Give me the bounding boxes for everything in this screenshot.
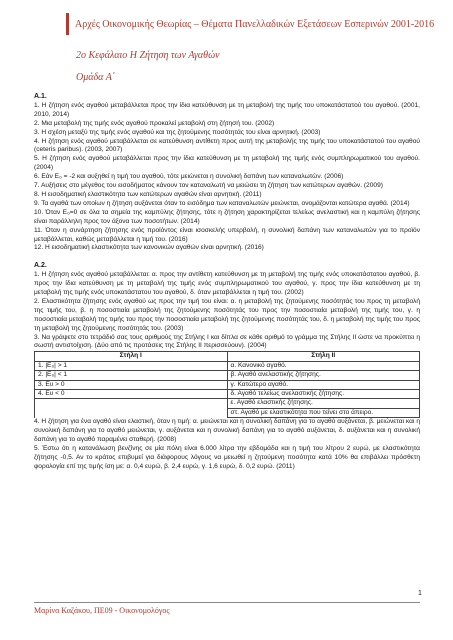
column-2-cell: α. Κανονικό αγαθό. xyxy=(227,361,420,370)
column-1-cell xyxy=(35,408,228,417)
question-item: 7. Αυξήσεις στο μέγεθος του εισοδήματος κάνουν τον καταναλωτή να μειώσει τη ζήτηση των κατώτερων αγαθών. (2009) xyxy=(34,182,383,190)
question-item: 9. Τα αγαθά των οποίων η ζήτηση αυξάνεται όταν το εισόδημα των καταναλωτών μειώνεται, ονομάζονται κατώτερα αγαθά. (2014) xyxy=(34,199,410,207)
question-item: 4. Η ζήτηση ενός αγαθού μεταβάλλεται σε κατεύθυνση αντίθετη προς αυτή της μεταβολής της τιμής του υποκατάστατού του αγαθού (ceteris paribus). (2003, 2007) xyxy=(34,137,420,154)
page-header xyxy=(66,13,434,35)
column-1-cell: 2. |Ε₀| < 1 xyxy=(35,371,228,380)
question-item: 3. Η σχέση μεταξύ της τιμής ενός αγαθού και της ζητούμενης ποσότητάς του είναι αρνητική. (2003) xyxy=(34,128,321,136)
question-item: 1. Η ζήτηση ενός αγαθού μεταβάλλεται: α. προς την αντίθετη κατεύθυνση με τη μεταβολή της τιμής ενός υποκατάστατου αγαθού, β. προς την ίδια κατεύθυνση με τη μεταβολή της τιμής ενός συμπληρωματικού του αγαθού, γ. προς την ίδια κατεύθυνση με τη μεταβολή της τιμής ενός υποκατάστατου του αγαθού, δ. όταν μεταβάλλεται η τιμή του. (2002) xyxy=(34,271,420,297)
chapter-title: 2ο Κεφάλαιο Η Ζήτηση των Αγαθών xyxy=(76,50,220,61)
question-item: 1. Η ζήτηση ενός αγαθού μεταβάλλεται προς την ίδια κατεύθυνση με τη μεταβολή της τιμής του υποκατάστατού του αγαθού. (2001, 2010, 2014) xyxy=(34,101,420,118)
section-a1-title: Α.1. xyxy=(34,93,47,100)
column-1-cell xyxy=(35,399,228,408)
column-2-cell: δ. Αγαθό τελείως ανελαστικής ζήτησης. xyxy=(227,390,420,399)
question-item: 5. Έστω ότι η κατανάλωση βενζίνης σε μία πόλη είναι 6.000 λίτρα την εβδομάδα και η τιμή του λίτρου 2 ευρώ, με ελαστικότητα ζήτησης -0,5. Αν το κράτος επιβυμεί για διάφορους λόγους να μειωθεί η ζητούμενη ποσότητα κατά 10% θα επιβάλλει πρόσθετη φορολογία επί της τιμής ίση με: α. 0,4 ευρώ, β. 2,4 ευρώ, γ. 1,6 ευρώ, δ. 0,2 ευρώ. (2011) xyxy=(34,444,420,470)
footer-divider xyxy=(34,602,420,603)
column-header-1: Στήλη Ι xyxy=(35,352,228,361)
main-content xyxy=(34,93,420,472)
question-item: 3. Να γράψετε στο τετράδιό σας τους αριθμούς της Στήλης Ι και δίπλα σε κάθε αριθμό το γράμμα της Στήλης ΙΙ ώστε να προκύπτει η σωστή αντιστοίχιση. (Δύο από τις προτάσεις της Στήλης ΙΙ περισσεύουν). (2004) xyxy=(34,333,420,350)
section-a2-items-before xyxy=(34,271,420,351)
section-a2-title: Α.2. xyxy=(34,262,47,270)
matching-table-header-row xyxy=(35,352,420,361)
matching-table xyxy=(34,351,420,418)
table-row xyxy=(35,390,420,399)
section-a1 xyxy=(34,93,420,253)
column-1-cell: 1. |Ε₀| > 1 xyxy=(35,361,228,370)
section-a2 xyxy=(34,262,420,471)
table-row xyxy=(35,361,420,370)
table-row xyxy=(35,399,420,408)
question-item: 2. Μια μεταβολή της τιμής ενός αγαθού προκαλεί μεταβολή στη ζήτησή του. (2002) xyxy=(34,119,275,127)
question-item: 4. Η ζήτηση για ένα αγαθό είναι ελαστική, όταν η τιμή: α. μειώνεται και η συνολική δαπάνη για το αγαθό αυξάνεται, β. μειώνεται και η συνολική δαπάνη για το αγαθό μειώνεται, γ. αυξάνεται και η συνολική δαπάνη για το αγαθό αυξάνεται, δ. αυξάνεται και η συνολική δαπάνη για το αγαθό παραμένει σταθερή. (2008) xyxy=(34,418,420,444)
group-title: Ομάδα Α΄ xyxy=(76,72,116,83)
question-item: 12. Η εισοδηματική ελαστικότητα των κανονικών αγαθών είναι αρνητική. (2016) xyxy=(34,244,264,252)
page-number: 1 xyxy=(418,590,422,597)
question-item: 11. Όταν η συνάρτηση ζήτησης ενός προϊόντος είναι ισοσκελής υπερβολή, η συνολική δαπάνη των καταναλωτών για το προϊόν μεταβάλλεται, καθώς μεταβάλλεται η τιμή του. (2016) xyxy=(34,226,420,243)
question-item: 2. Ελαστικότητα ζήτησης ενός αγαθού ως προς την τιμή του είναι: α. η μεταβολή της ζητούμενης ποσότητάς του προς τη μεταβολή της τιμής του, β. η ποσοστιαία μεταβολή της ζητούμενης ποσότητάς του προς την ποσοστιαία μεταβολή της τιμής του, γ. η ποσοστιαία μεταβολή της τιμής του προς την ποσοστιαία μεταβολή της ζητούμενης ποσότητάς του, δ. η μεταβολή της τιμής του προς τη μεταβολή της ζητούμενης ποσότητάς του. (2003) xyxy=(34,297,420,332)
column-2-cell: β. Αγαθό ανελαστικής ζήτησης. xyxy=(227,371,420,380)
header-title: Αρχές Οικονομικής Θεωρίας – Θέματα Πανελλαδικών Εξετάσεων Εσπερινών 2001-2016 xyxy=(75,18,435,30)
question-item: 5. Η ζήτηση ενός αγαθού μεταβάλλεται προς την ίδια κατεύθυνση με τη μεταβολή της τιμής ενός συμπληρωματικού του αγαθού. (2004) xyxy=(34,155,420,172)
column-header-2: Στήλη ΙΙ xyxy=(227,352,420,361)
column-1-cell: 4. Ευ < 0 xyxy=(35,390,228,399)
section-a2-items-after xyxy=(34,418,420,471)
column-1-cell: 3. Ευ > 0 xyxy=(35,380,228,389)
question-item: 8. Η εισοδηματική ελαστικότητα των κατώτερων αγαθών είναι αρνητική. (2011) xyxy=(34,190,262,198)
question-item: 10. Όταν Ε₀=0 σε όλα τα σημεία της καμπύλης ζήτησης, τότε η ζήτηση χαρακτηρίζεται τελείως ανελαστική και η καμπύλη ζήτησης είναι παράλληλη προς τον άξονα των ποσοτήτων. (2014) xyxy=(34,208,420,225)
column-2-cell: γ. Κατώτερο αγαθό. xyxy=(227,380,420,389)
header-accent-bar xyxy=(66,13,69,35)
column-2-cell: ε. Αγαθό ελαστικής ζήτησης. xyxy=(227,399,420,408)
matching-table-body xyxy=(35,361,420,417)
question-item: 6. Εάν Ε₀ = -2 και αυξηθεί η τιμή του αγαθού, τότε μειώνεται η συνολική δαπάνη των καταναλωτών. (2006) xyxy=(34,173,344,181)
table-row xyxy=(35,371,420,380)
column-2-cell: στ. Αγαθό με ελαστικότητα που τείνει στο άπειρο. xyxy=(227,408,420,417)
footer-author: Μαρίνα Καζάκου, ΠΕ09 - Οικονομολόγος xyxy=(34,606,170,615)
table-row xyxy=(35,408,420,417)
section-a1-items xyxy=(34,102,420,253)
table-row xyxy=(35,380,420,389)
